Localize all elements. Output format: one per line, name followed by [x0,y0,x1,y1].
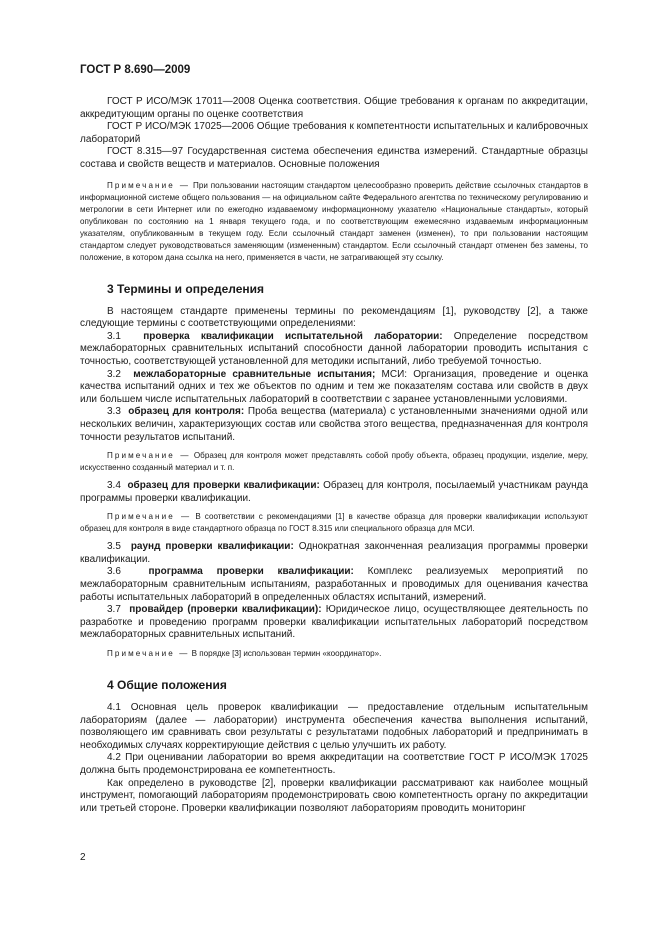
term-definition: 3.6 программа проверки квалификации: Комплекс реализуемых мероприятий по межлабораторным сравнительным испытаниям, разработанных и проводимых для оценивания качества работы испытательных лабораторий в определенных областях испытаний, измерений. [80,566,588,603]
note-references: Примечание — При пользовании настоящим стандартом целесообразно проверить действие ссылочных стандартов в информационной системе общего пользования — на официальном сайте Федерального агентства по техническому регулированию и метрологии в сети Интернет или по ежегодно издаваемому информационному указателю «Национальные стандарты», который опубликован по состоянию на 1 января текущего года, и по соответствующим ежемесячно издаваемым информационным указателям, опубликованным в текущем году. Если ссылочный стандарт заменен (изменен), то при пользовании настоящим стандартом следует руководствоваться заменяющим (измененным) стандартом. Если ссылочный стандарт отменен без замены, то положение, в котором дана ссылка на него, применяется в части, не затрагивающей эту ссылку. [80,180,589,262]
section-3-title: 3 Термины и определения [107,281,265,296]
note-coordinator: Примечание — В порядке [3] использован термин «координатор». [107,649,382,659]
document-header: ГОСТ Р 8.690—2009 [80,64,191,76]
term-definition: 3.4 образец для проверки квалификации: Образец для контроля, посылаемый участникам раунда программы проверки квалификации. [80,480,588,504]
note-label: Примечание — [107,180,191,190]
reference-item: ГОСТ 8.315—97 Государственная система обеспечения единства измерений. Стандартные образцы состава и свойств веществ и материалов. Основные положения [80,146,588,170]
paragraph-4-2-cont: Как определено в руководстве [2], проверки квалификации рассматривают как наиболее мощный инструмент, помогающий лабораториям продемонстрировать свою компетентность органу по аккредитации или третьей стороне. Проверки квалификации позволяют лабораториям проводить мониторинг [80,777,588,814]
reference-item: ГОСТ Р ИСО/МЭК 17025—2006 Общие требования к компетентности испытательных и калибровочных лабораторий [80,121,588,145]
paragraph-4-1: 4.1 Основная цель проверок квалификации — предоставление отдельным испытательным лабораториям (далее — лаборатории) инструмента обеспечения качества выполнения испытаний, позволяющего им сравнивать свои результаты с результатами подобных лабораторий и предпринимать в необходимых случаях корректирующие действия с целью улучшить их работу. [80,702,588,751]
paragraph-4-2: 4.2 При оценивании лаборатории во время аккредитации на соответствие ГОСТ Р ИСО/МЭК 17025 должна быть продемонстрирована ее компетентность. [80,752,588,776]
term-definition: 3.3 образец для контроля: Проба вещества (материала) с установленными значениями одной или нескольких величин, характеризующих состав или свойства этого вещества, предназначенная для контроля точности результатов испытаний. [80,406,589,443]
term-definition: 3.7 провайдер (проверки квалификации): Юридическое лицо, осуществляющее деятельность по разработке и проведению программ проверки квалификации испытательных лабораторий посредством межлабораторных сравнительных испытаний. [80,604,589,641]
page-number: 2 [80,852,86,863]
term-definition: 3.1 проверка квалификации испытательной лаборатории: Определение посредством межлабораторных сравнительных испытаний способности данной лаборатории проводить испытания с точностью, соответствующей установленной для методики испытаний, либо требуемой точностью. [80,330,589,367]
section-3-intro: В настоящем стандарте применены термины по рекомендациям [1], руководству [2], а также следующие термины с соответствующими определениями: [80,305,588,330]
section-4-title: 4 Общие положения [107,678,227,693]
term-definition: 3.2 межлабораторные сравнительные испытания; МСИ: Организация, проведение и оценка качества испытаний одних и тех же объектов по одним и тем же показателям состава или свойств в двух или большем числе испытательных лабораторий в соответствии с заранее установленными условиями. [80,368,589,405]
note-sample: Примечание — Образец для контроля может представлять собой пробу объекта, образец продукции, изделие, меру, искусственно созданный материал и т. п. [80,451,588,473]
document-body [80,96,588,815]
term-definition: 3.5 раунд проверки квалификации: Однократная законченная реализация программы проверки квалификации. [80,541,589,565]
reference-item: ГОСТ Р ИСО/МЭК 17011—2008 Оценка соответствия. Общие требования к органам по аккредитации, аккредитующим органы по оценке соответствия [80,96,588,120]
note-proficiency-sample: Примечание — В соответствии с рекомендациями [1] в качестве образца для проверки квалификации используют образец для контроля в виде стандартного образца по ГОСТ 8.315 или специального образца для МСИ. [80,512,589,534]
